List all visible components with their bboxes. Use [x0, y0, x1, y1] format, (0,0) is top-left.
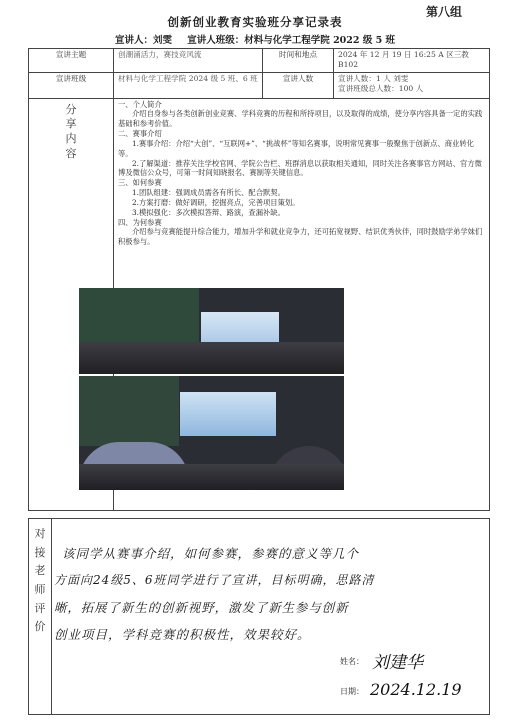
class-label: 宣讲班级 [29, 72, 114, 98]
time-label: 时间和地点 [263, 49, 334, 73]
evaluation-label-char: 对 [34, 527, 46, 540]
presenter-line [0, 32, 510, 46]
section-text: 介绍参与竞赛能提升综合能力，增加升学和就业竞争力，还可拓宽视野、结识优秀伙伴，同时鼓励学弟学妹们积极参与。 [118, 227, 483, 247]
section-text: 介绍自身参与各类创新创业竞赛、学科竞赛的历程和所持项目，以及取得的成绩，使分享内容具备一定的实践基础和参考价值。 [118, 109, 483, 129]
evaluation-label-char: 接 [34, 545, 46, 559]
name-label: 姓名： [340, 657, 364, 666]
section-heading: 一、个人简介 [118, 99, 162, 109]
evaluation-line-4: 创业项目，学科竞赛的积极性，效果较好。 [54, 627, 311, 642]
count-value-2: 宣讲班级总人数：100 人 [338, 83, 424, 93]
presenter-class: 宣讲人班级：材料与化学工程学院 2022 级 5 班 [187, 35, 396, 46]
share-label-char: 享 [65, 117, 77, 131]
evaluation-label-char: 评 [34, 601, 46, 615]
count-label: 宣讲人数 [263, 72, 334, 98]
share-label-char: 内 [65, 132, 77, 146]
section-text: 3.模拟强化：多次模拟答辩、路演，查漏补缺。 [132, 207, 285, 217]
section-text: 2.了解渠道：推荐关注学校官网、学院公告栏、班群消息以获取相关通知，同时关注各赛事官方网站、官方微博及微信公众号，可第一时间知晓报名、赛制等关键信息。 [118, 158, 482, 178]
share-label-char: 分 [65, 102, 77, 116]
section-heading: 二、赛事介绍 [118, 129, 162, 139]
section-text: 1.团队组建：强调成员需各有所长、配合默契。 [132, 188, 285, 198]
lecture-photo-1 [79, 288, 344, 374]
date-label: 日期： [340, 687, 364, 696]
evaluation-label-char: 师 [34, 583, 46, 597]
presenter-name: 宣讲人：刘雯 [114, 35, 172, 46]
lecture-photo-2 [79, 376, 344, 490]
evaluation-label-char: 价 [34, 620, 46, 634]
evaluation-date: 2024.12.19 [370, 680, 462, 699]
topic-value: 创潮涌活力，赛技竞风流 [114, 49, 263, 73]
topic-label: 宣讲主题 [29, 49, 114, 73]
section-text: 1.赛事介绍：介绍“大创”、“互联网+”、“挑战杯”等知名赛事，说明常见赛事一般聚焦于创新点、商业转化等。 [118, 138, 474, 158]
page-title: 创新创业教育实验班分享记录表 [167, 15, 343, 29]
evaluation-line-3: 晰，拓展了新生的创新视野，激发了新生参与创新 [54, 600, 349, 615]
evaluation-label [29, 519, 52, 715]
count-value [334, 72, 490, 98]
time-value: 2024 年 12 月 19 日 16:25 A 区三教 B102 [334, 49, 490, 73]
section-heading: 三、如何参赛 [118, 178, 162, 188]
section-heading: 四、为何参赛 [118, 217, 162, 227]
teacher-signature: 刘建华 [372, 653, 423, 673]
evaluation-label-char: 老 [34, 564, 46, 578]
class-value: 材料与化学工程学院 2024 级 5 班、6 班 [114, 72, 263, 98]
evaluation-line-2: 方面向24级5、6班同学进行了宣讲，目标明确，思路清 [54, 573, 375, 587]
group-number: 第八组 [426, 5, 463, 19]
count-value-1: 宣讲人数：1 人 刘雯 [338, 73, 409, 83]
share-label-char: 容 [65, 147, 77, 161]
evaluation-line-1: 该同学从赛事介绍，如何参赛，参赛的意义等几个 [62, 546, 360, 561]
section-text: 2.方案打磨：做好调研，挖掘亮点，完善项目策划。 [132, 197, 300, 207]
